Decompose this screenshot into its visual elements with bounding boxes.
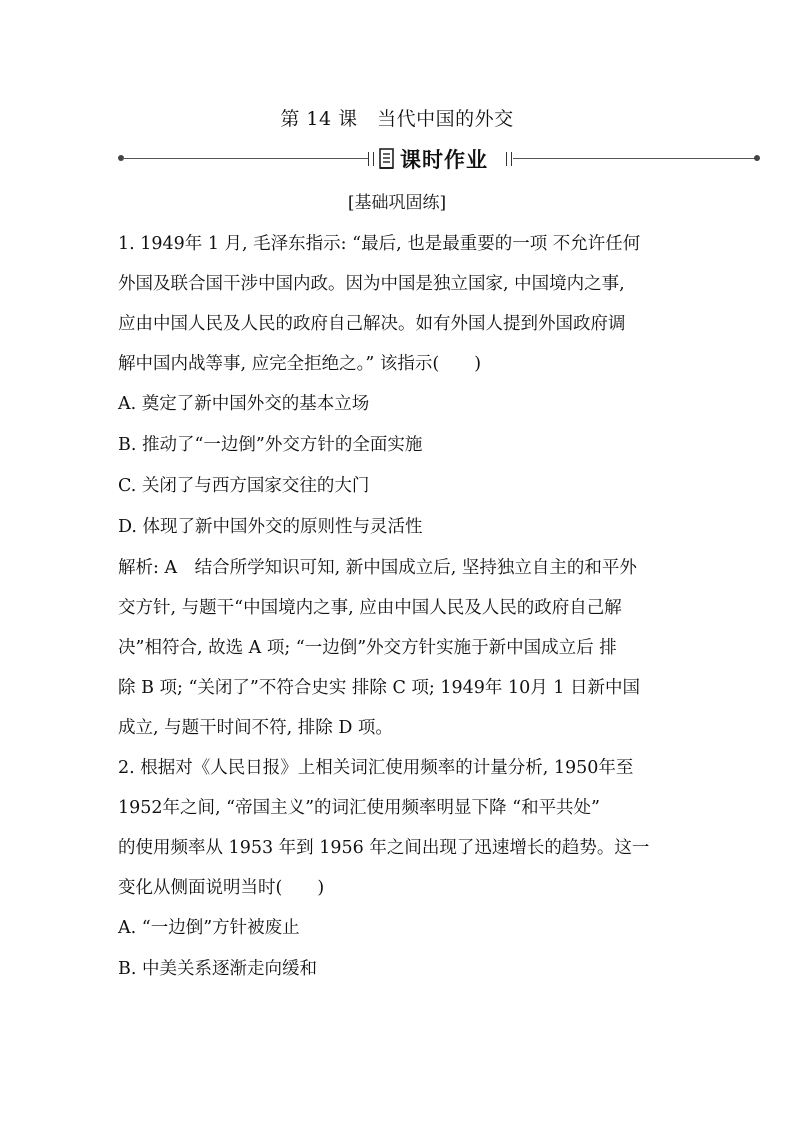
question-1-analysis-line: 成立, 与题干时间不符, 排除 D 项。: [118, 718, 393, 738]
section-label: [基础巩固练]: [347, 193, 447, 213]
question-1-option-c: C. 关闭了与西方国家交往的大门: [118, 476, 370, 496]
question-1-analysis-line: 决”相符合, 故选 A 项; “一边倒”外交方针实施于新中国成立后 排: [118, 638, 617, 658]
question-2-stem-line: 变化从侧面说明当时( ): [118, 878, 325, 898]
question-1: [118, 224, 678, 748]
question-1-stem-line: 解中国内战等事, 应完全拒绝之。” 该指示( ): [118, 354, 482, 374]
question-1-option-d: D. 体现了新中国外交的原则性与灵活性: [118, 517, 423, 537]
question-1-stem-line: 应由中国人民及人民的政府自己解决。如有外国人提到外国政府调: [118, 314, 626, 334]
banner-divider-left: [122, 158, 368, 159]
banner-dot-right: [754, 155, 760, 161]
question-1-option-b: B. 推动了“一边倒”外交方针的全面实施: [118, 435, 423, 455]
question-2-stem-line: 2. 根据对《人民日报》上相关词汇使用频率的计量分析, 1950年至: [118, 758, 634, 778]
banner-label: 课时作业: [400, 148, 488, 172]
question-content: [118, 224, 678, 990]
banner-divider-right: [513, 158, 756, 159]
question-1-analysis-line: 交方针, 与题干“中国境内之事, 应由中国人民及人民的政府自己解: [118, 598, 622, 618]
banner-bars-left: [368, 152, 374, 166]
lesson-title: 第 14 课 当代中国的外交: [280, 108, 514, 130]
question-2-stem-line: 1952年之间, “帝国主义”的词汇使用频率明显下降 “和平共处”: [118, 798, 601, 818]
question-1-analysis-line: 除 B 项; “关闭了”不符合史实 排除 C 项; 1949年 10月 1 日新中国: [118, 678, 640, 698]
question-2-option-a: A. “一边倒”方针被废止: [118, 918, 300, 938]
question-2: [118, 748, 678, 990]
book-icon: [378, 148, 396, 170]
question-1-analysis-line: 解析: A 结合所学知识可知, 新中国成立后, 坚持独立自主的和平外: [118, 558, 637, 578]
banner-bars-right: [506, 152, 512, 166]
question-1-option-a: A. 奠定了新中国外交的基本立场: [118, 394, 370, 414]
question-1-stem-line: 1. 1949年 1 月, 毛泽东指示: “最后, 也是最重要的一项 不允许任何: [118, 234, 641, 254]
question-2-stem-line: 的使用频率从 1953 年到 1956 年之间出现了迅速增长的趋势。这一: [118, 838, 650, 858]
homework-banner: [118, 143, 760, 175]
question-2-option-b: B. 中美关系逐渐走向缓和: [118, 959, 317, 979]
question-1-stem-line: 外国及联合国干涉中国内政。因为中国是独立国家, 中国境内之事,: [118, 274, 625, 294]
